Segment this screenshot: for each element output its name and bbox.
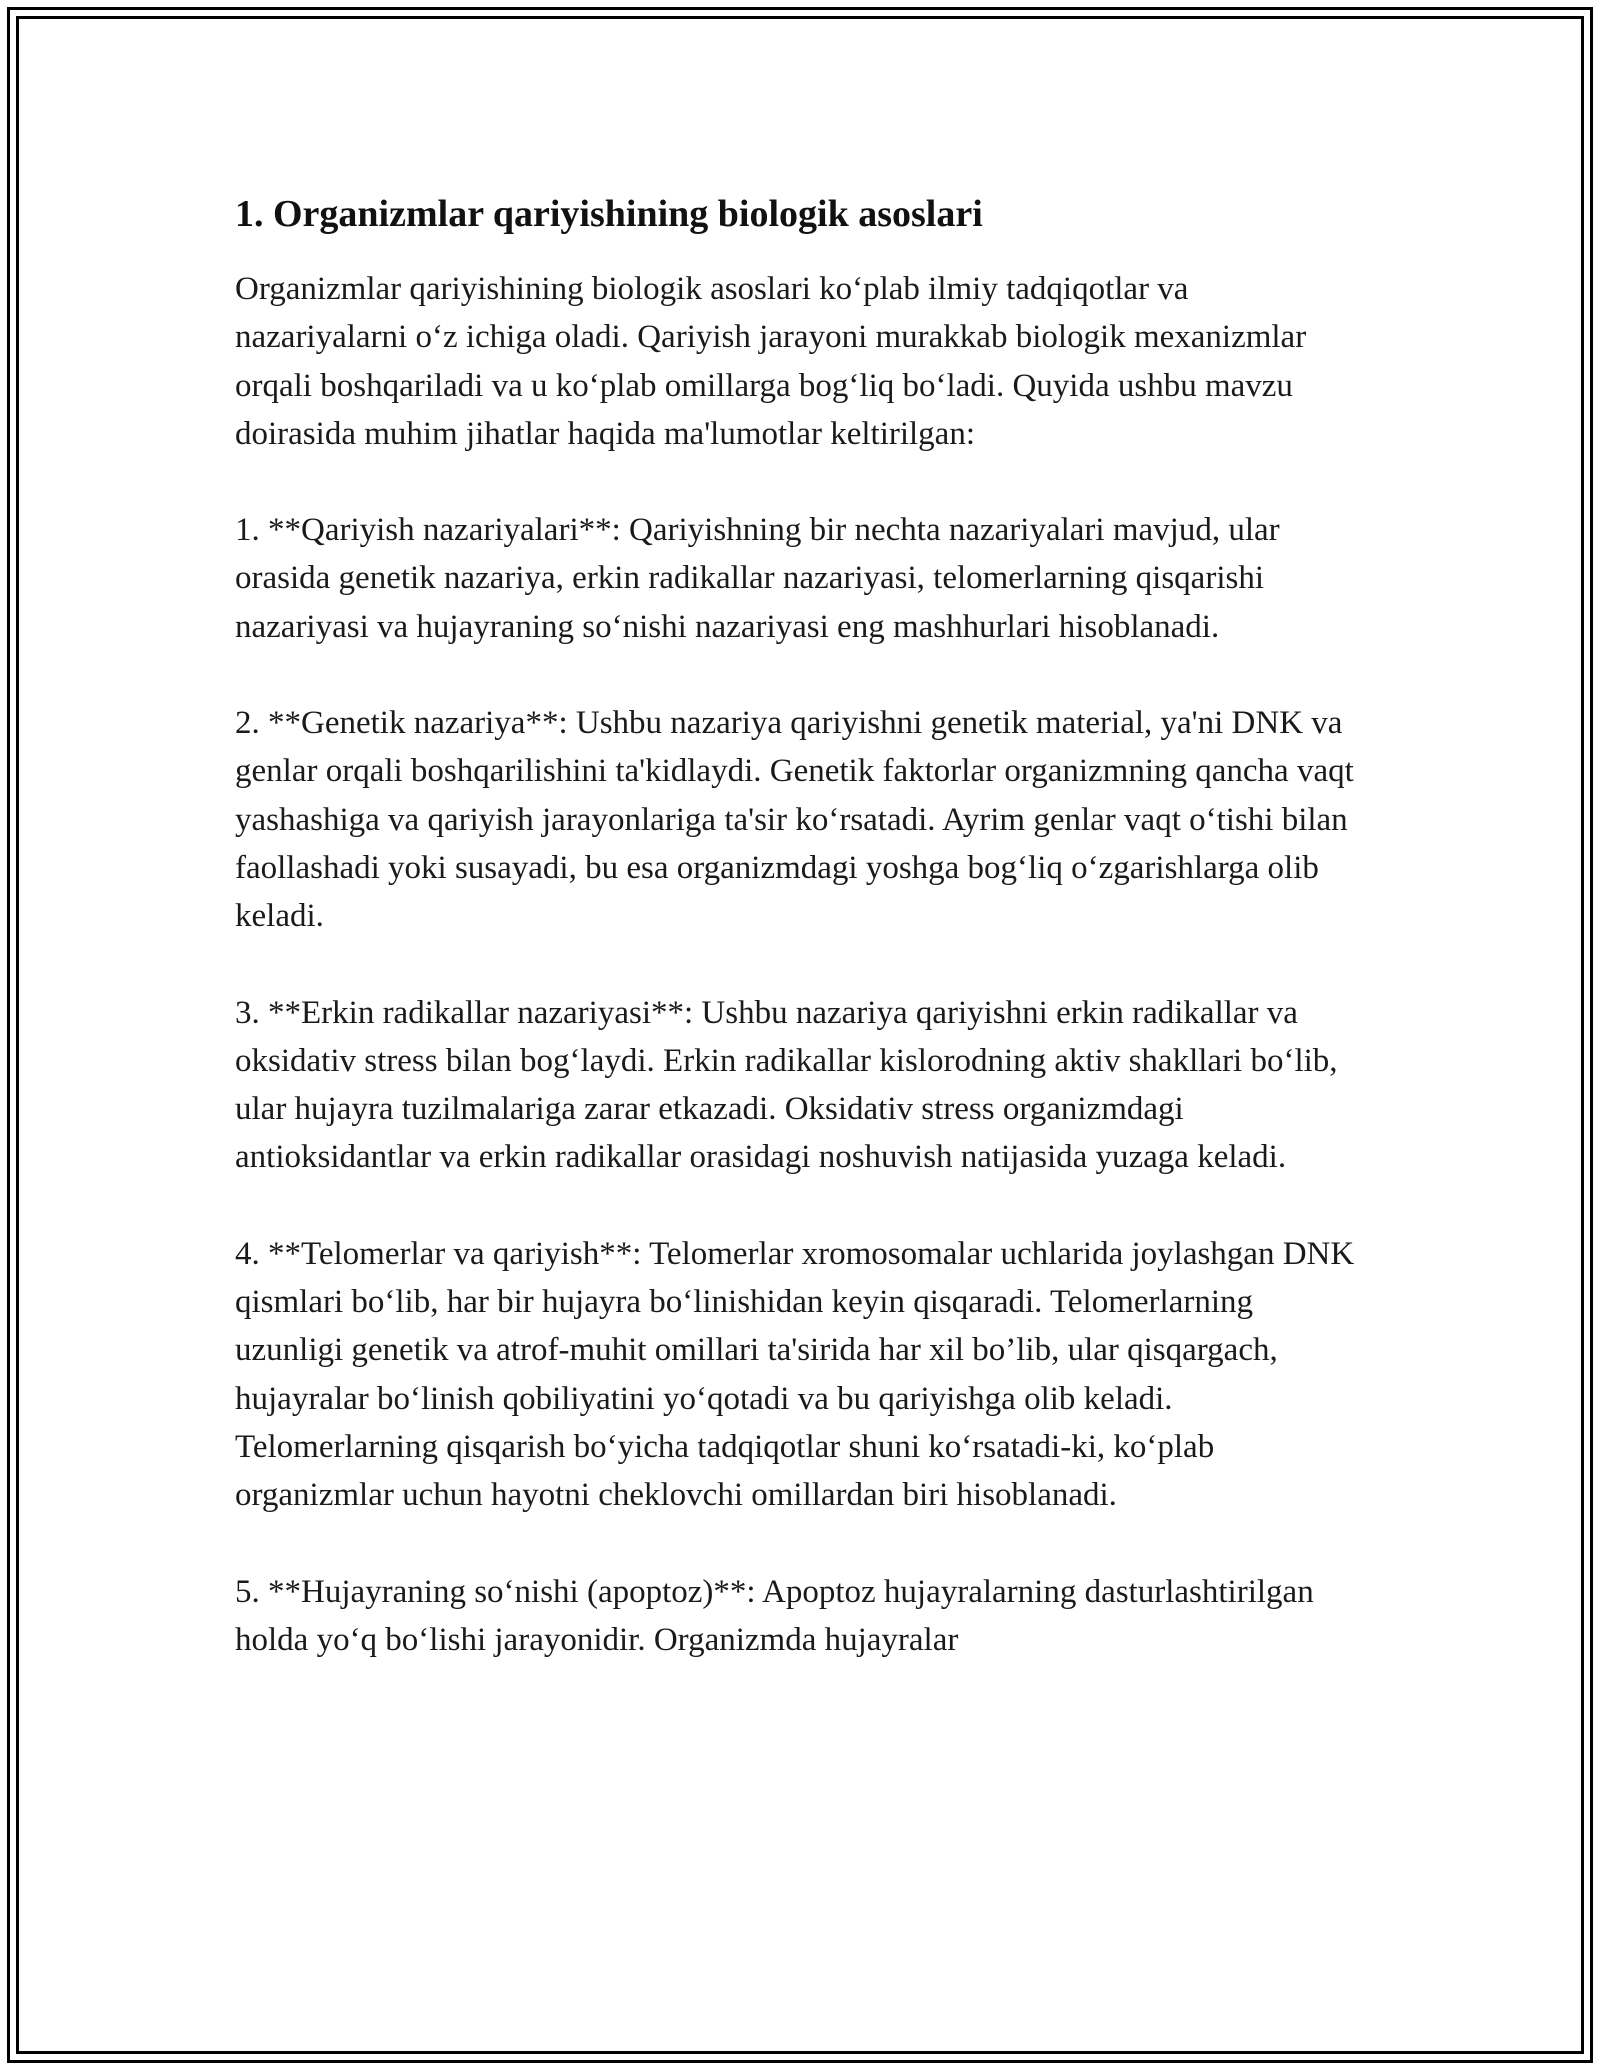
document-body [235,183,1365,1664]
paragraph-item-3: 3. **Erkin radikallar nazariyasi**: Ushbu nazariya qariyishni erkin radikallar va oksidativ stress bilan bog‘laydi. Erkin radikallar kislorodning aktiv shakllari bo‘lib, ular hujayra tuzilmalariga zarar etkazadi. Oksidativ stress organizmdagi antioksidantlar va erkin radikallar orasidagi noshuvish natijasida yuzaga keladi. [235,994,1338,1176]
document-title: 1. Organizmlar qariyishining biologik asoslari [235,193,983,235]
paragraph-item-4: 4. **Telomerlar va qariyish**: Telomerlar xromosomalar uchlarida joylashgan DNK qismlari bo‘lib, har bir hujayra bo‘linishidan keyin qisqaradi. Telomerlarning uzunligi genetik va atrof-muhit omillari ta'sirida har xil bo’lib, ular qisqargach, hujayralar bo‘linish qobiliyatini yo‘qotadi va bu qariyishga olib keladi. Telomerlarning qisqarish bo‘yicha tadqiqotlar shuni ko‘rsatadi-ki, ko‘plab organizmlar uchun hayotni cheklovchi omillardan biri hisoblanadi. [235,1235,1355,1514]
paragraph-item-2: 2. **Genetik nazariya**: Ushbu nazariya qariyishni genetik material, ya'ni DNK va genlar orqali boshqarilishini ta'kidlaydi. Genetik faktorlar organizmning qancha vaqt yashashiga va qariyish jarayonlariga ta'sir ko‘rsatadi. Ayrim genlar vaqt o‘tishi bilan faollashadi yoki susayadi, bu esa organizmdagi yoshga bog‘liq o‘zgarishlarga olib keladi. [235,705,1354,935]
paragraph-item-1: 1. **Qariyish nazariyalari**: Qariyishning bir nechta nazariyalari mavjud, ular orasida genetik nazariya, erkin radikallar nazariyasi, telomerlarning qisqarishi nazariyasi va hujayraning so‘nishi nazariyasi eng mashhurlari hisoblanadi. [235,512,1280,645]
paragraph-item-5: 5. **Hujayraning so‘nishi (apoptoz)**: Apoptoz hujayralarning dasturlashtirilgan holda yo‘q bo‘lishi jarayonidir. Organizmda hujayralar [235,1573,1314,1658]
paragraph-intro: Organizmlar qariyishining biologik asoslari ko‘plab ilmiy tadqiqotlar va nazariyalarni o‘z ichiga oladi. Qariyish jarayoni murakkab biologik mexanizmlar orqali boshqariladi va u ko‘plab omillarga bog‘liq bo‘ladi. Quyida ushbu mavzu doirasida muhim jihatlar haqida ma'lumotlar keltirilgan: [235,271,1307,452]
